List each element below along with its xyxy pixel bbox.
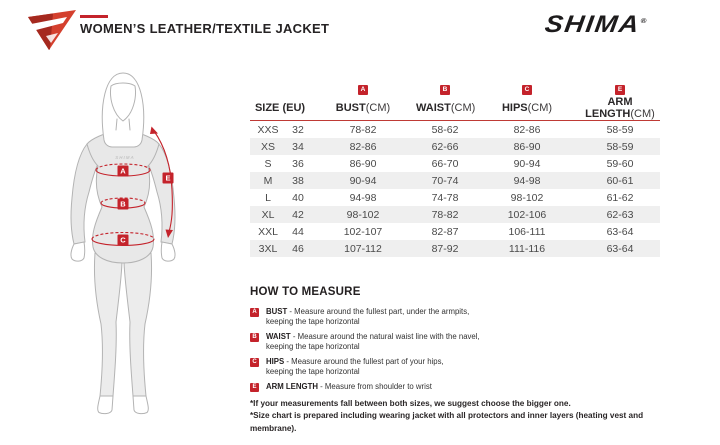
table-row: M 38 90-94 70-74 94-98 60-61 (250, 172, 660, 189)
how-to-measure-heading: HOW TO MEASURE (250, 286, 361, 298)
column-header-row (250, 96, 660, 121)
arm-column-badge: E (615, 85, 625, 95)
marker-c: C (120, 235, 126, 245)
arm-length-badge: E (250, 383, 259, 392)
table-row: XXL 44 102-107 82-87 106-111 63-64 (258, 225, 634, 238)
shima-triangle-logo-icon (27, 9, 77, 51)
size-eu-header: SIZE (EU) (250, 96, 310, 121)
page-title: WOMEN’S LEATHER/TEXTILE JACKET (80, 21, 330, 36)
table-row: XL 42 98-102 78-82 102-106 62-63 (250, 206, 660, 223)
size-table (250, 78, 660, 257)
measure-item-waist: B WAIST - Measure around the natural waist line with the navel, keeping the tape horizontal (250, 332, 662, 351)
hips-badge: C (250, 358, 259, 367)
footnote-layers: *Size chart is prepared including wearing jacket with all protectors and inner layers (heating vest and membrane). (250, 411, 644, 433)
marker-a: A (120, 166, 126, 176)
table-row: XXS 32 78-82 58-62 82-86 58-59 (257, 123, 634, 136)
column-badge-row (250, 78, 660, 96)
waist-header: WAIST(CM) (416, 96, 474, 121)
footnote-sizes: *If your measurements fall between both sizes, we suggest choose the bigger one. (250, 398, 571, 408)
table-row: L 40 94-98 74-78 98-102 61-62 (265, 191, 634, 204)
measure-item-hips: C HIPS - Measure around the fullest part of your hips, keeping the tape horizontal (250, 357, 662, 376)
measure-item-arm-length: E ARM LENGTH - Measure from shoulder to wrist (250, 382, 662, 392)
chest-logo-text: SHIMA (115, 155, 135, 160)
table-row: XS 34 82-86 62-66 86-90 58-59 (250, 138, 660, 155)
hips-column-badge: C (522, 85, 532, 95)
title-accent-line (80, 15, 108, 18)
hips-header: HIPS(CM) (474, 96, 580, 121)
table-row: 3XL 46 107-112 87-92 111-116 63-64 (250, 240, 660, 257)
body-diagram (40, 58, 220, 437)
waist-badge: B (250, 333, 259, 342)
brand-wordmark (543, 11, 648, 39)
arm-header: ARM LENGTH(CM) (580, 96, 660, 121)
measure-instructions (250, 307, 662, 392)
bust-badge: A (250, 308, 259, 317)
footnotes (250, 398, 662, 436)
marker-e: E (165, 173, 171, 183)
bust-column-badge: A (358, 85, 368, 95)
arm-arrowhead-top (150, 127, 158, 135)
bust-header: BUST(CM) (310, 96, 416, 121)
waist-column-badge: B (440, 85, 450, 95)
measure-item-bust: A BUST - Measure around the fullest part, under the armpits, keeping the tape horizontal (250, 307, 662, 326)
size-info-column (250, 78, 662, 435)
registered-mark: ® (640, 18, 647, 25)
brand-text: SHIMA (543, 11, 643, 38)
marker-b: B (120, 199, 126, 209)
table-row: S 36 86-90 66-70 90-94 59-60 (264, 157, 634, 170)
